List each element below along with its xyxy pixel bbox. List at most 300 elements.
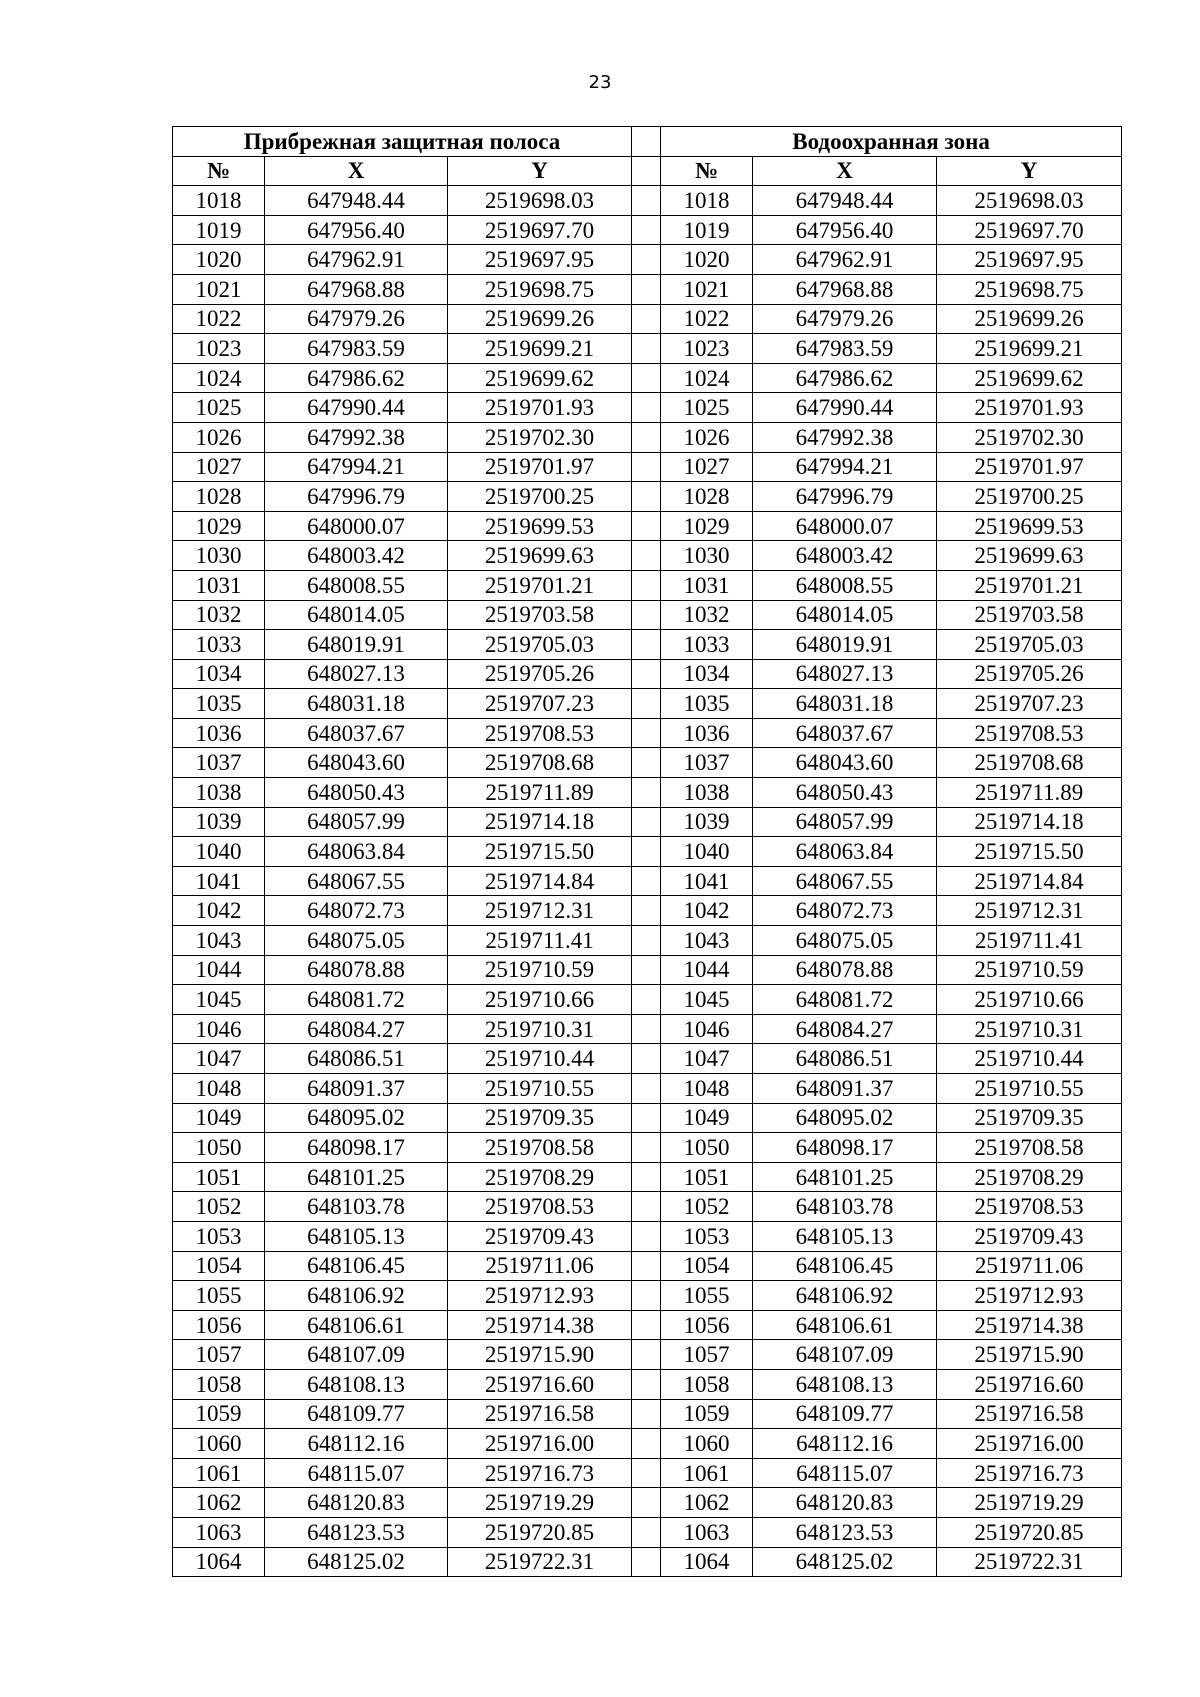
table-gap [632,334,661,364]
right-cell-x: 648107.09 [753,1340,937,1370]
table-gap [632,630,661,660]
right-cell-x: 648067.55 [753,866,937,896]
left-cell-y: 2519716.60 [448,1369,632,1399]
right-cell-x: 648106.45 [753,1251,937,1281]
left-cell-x: 648027.13 [265,659,448,689]
table-row [173,1458,1122,1488]
right-cell-y: 2519710.55 [937,1074,1122,1104]
right-cell-number: 1042 [661,896,753,926]
table-gap [632,1369,661,1399]
right-cell-x: 647962.91 [753,245,937,275]
left-cell-y: 2519722.31 [448,1547,632,1577]
right-cell-y: 2519707.23 [937,689,1122,719]
left-cell-number: 1039 [173,807,265,837]
right-cell-number: 1038 [661,778,753,808]
table-row [173,600,1122,630]
right-cell-y: 2519710.44 [937,1044,1122,1074]
right-cell-x: 648075.05 [753,926,937,956]
right-cell-number: 1031 [661,570,753,600]
table-row [173,245,1122,275]
left-cell-y: 2519697.95 [448,245,632,275]
left-cell-x: 648103.78 [265,1192,448,1222]
right-cell-y: 2519708.53 [937,1192,1122,1222]
right-cell-x: 648078.88 [753,955,937,985]
right-cell-y: 2519711.41 [937,926,1122,956]
left-cell-number: 1061 [173,1458,265,1488]
right-cell-y: 2519715.50 [937,837,1122,867]
left-cell-y: 2519711.41 [448,926,632,956]
right-cell-number: 1037 [661,748,753,778]
right-table-title: Водоохранная зона [661,127,1122,157]
right-cell-number: 1056 [661,1310,753,1340]
left-cell-number: 1021 [173,274,265,304]
table-row [173,1399,1122,1429]
right-cell-x: 648000.07 [753,511,937,541]
right-cell-number: 1048 [661,1074,753,1104]
right-cell-x: 648081.72 [753,985,937,1015]
table-gap [632,1192,661,1222]
left-cell-y: 2519701.97 [448,452,632,482]
right-cell-y: 2519716.60 [937,1369,1122,1399]
table-gap [632,570,661,600]
table-row [173,1162,1122,1192]
right-cell-x: 647996.79 [753,482,937,512]
table-gap [632,689,661,719]
right-cell-number: 1045 [661,985,753,1015]
left-cell-number: 1062 [173,1488,265,1518]
left-cell-x: 648091.37 [265,1074,448,1104]
left-cell-y: 2519699.63 [448,541,632,571]
left-cell-x: 647956.40 [265,215,448,245]
table-row [173,363,1122,393]
table-row [173,511,1122,541]
left-cell-number: 1034 [173,659,265,689]
right-cell-number: 1062 [661,1488,753,1518]
left-cell-y: 2519698.75 [448,274,632,304]
left-cell-number: 1024 [173,363,265,393]
right-cell-x: 648027.13 [753,659,937,689]
table-gap [632,896,661,926]
right-cell-y: 2519705.03 [937,630,1122,660]
left-cell-number: 1064 [173,1547,265,1577]
right-cell-number: 1029 [661,511,753,541]
left-cell-y: 2519708.68 [448,748,632,778]
left-cell-number: 1036 [173,718,265,748]
table-row [173,186,1122,216]
right-cell-y: 2519722.31 [937,1547,1122,1577]
right-cell-number: 1020 [661,245,753,275]
left-cell-number: 1052 [173,1192,265,1222]
right-cell-x: 648031.18 [753,689,937,719]
left-cell-number: 1055 [173,1281,265,1311]
coordinates-table [172,126,1122,1577]
right-cell-x: 648106.92 [753,1281,937,1311]
left-table-title: Прибрежная защитная полоса [173,127,632,157]
right-cell-x: 647956.40 [753,215,937,245]
right-cell-x: 648063.84 [753,837,937,867]
left-cell-x: 647979.26 [265,304,448,334]
left-cell-y: 2519709.35 [448,1103,632,1133]
right-cell-x: 648084.27 [753,1014,937,1044]
left-cell-x: 647994.21 [265,452,448,482]
left-cell-y: 2519699.21 [448,334,632,364]
table-row [173,630,1122,660]
left-cell-x: 648067.55 [265,866,448,896]
left-cell-y: 2519708.53 [448,1192,632,1222]
table-gap [632,511,661,541]
right-col-y-header: Y [937,156,1122,186]
left-cell-x: 648106.92 [265,1281,448,1311]
left-cell-y: 2519705.26 [448,659,632,689]
left-cell-number: 1041 [173,866,265,896]
right-cell-y: 2519716.00 [937,1429,1122,1459]
header-row [173,156,1122,186]
left-cell-number: 1037 [173,748,265,778]
right-cell-number: 1027 [661,452,753,482]
left-col-number-header: № [173,156,265,186]
right-cell-y: 2519698.75 [937,274,1122,304]
right-cell-number: 1034 [661,659,753,689]
table-row [173,1074,1122,1104]
left-cell-y: 2519712.93 [448,1281,632,1311]
left-cell-number: 1053 [173,1221,265,1251]
table-row [173,1014,1122,1044]
right-cell-number: 1022 [661,304,753,334]
left-cell-number: 1033 [173,630,265,660]
left-cell-number: 1049 [173,1103,265,1133]
right-cell-x: 647968.88 [753,274,937,304]
left-cell-y: 2519697.70 [448,215,632,245]
left-col-x-header: X [265,156,448,186]
left-cell-x: 647948.44 [265,186,448,216]
table-row [173,215,1122,245]
left-cell-x: 648086.51 [265,1044,448,1074]
table-gap [632,304,661,334]
left-cell-x: 647990.44 [265,393,448,423]
left-cell-y: 2519710.44 [448,1044,632,1074]
left-cell-x: 647986.62 [265,363,448,393]
table-gap [632,748,661,778]
right-cell-number: 1026 [661,422,753,452]
left-cell-number: 1030 [173,541,265,571]
table-gap [632,1488,661,1518]
right-cell-y: 2519699.53 [937,511,1122,541]
right-cell-y: 2519697.70 [937,215,1122,245]
table-gap [632,1074,661,1104]
table-gap [632,1399,661,1429]
left-cell-x: 648000.07 [265,511,448,541]
right-cell-number: 1058 [661,1369,753,1399]
right-cell-number: 1021 [661,274,753,304]
page-number: 23 [588,72,612,93]
right-cell-y: 2519705.26 [937,659,1122,689]
table-gap [632,659,661,689]
table-row [173,452,1122,482]
left-cell-x: 648075.05 [265,926,448,956]
right-cell-number: 1036 [661,718,753,748]
left-cell-number: 1045 [173,985,265,1015]
left-cell-y: 2519714.84 [448,866,632,896]
left-cell-number: 1063 [173,1517,265,1547]
right-cell-x: 648043.60 [753,748,937,778]
table-row [173,1517,1122,1547]
table-row [173,1192,1122,1222]
table-gap [632,452,661,482]
title-row [173,127,1122,157]
left-cell-number: 1056 [173,1310,265,1340]
table-row [173,778,1122,808]
table-row [173,422,1122,452]
left-cell-number: 1031 [173,570,265,600]
table-gap [632,541,661,571]
right-cell-y: 2519698.03 [937,186,1122,216]
right-cell-x: 648037.67 [753,718,937,748]
left-cell-y: 2519714.38 [448,1310,632,1340]
right-cell-number: 1044 [661,955,753,985]
right-cell-number: 1053 [661,1221,753,1251]
left-cell-number: 1022 [173,304,265,334]
right-cell-y: 2519710.59 [937,955,1122,985]
table-gap [632,985,661,1015]
table-row [173,304,1122,334]
left-cell-y: 2519701.93 [448,393,632,423]
left-cell-x: 648101.25 [265,1162,448,1192]
right-cell-number: 1041 [661,866,753,896]
right-cell-y: 2519708.29 [937,1162,1122,1192]
left-cell-y: 2519702.30 [448,422,632,452]
left-cell-x: 648037.67 [265,718,448,748]
left-cell-number: 1042 [173,896,265,926]
left-cell-y: 2519711.06 [448,1251,632,1281]
right-cell-y: 2519711.89 [937,778,1122,808]
left-cell-y: 2519710.66 [448,985,632,1015]
left-cell-x: 648123.53 [265,1517,448,1547]
right-cell-x: 647992.38 [753,422,937,452]
table-row [173,718,1122,748]
left-cell-number: 1019 [173,215,265,245]
left-cell-x: 648106.45 [265,1251,448,1281]
right-cell-x: 647979.26 [753,304,937,334]
right-cell-number: 1047 [661,1044,753,1074]
left-cell-number: 1028 [173,482,265,512]
table-row [173,837,1122,867]
left-cell-y: 2519710.31 [448,1014,632,1044]
right-cell-y: 2519714.38 [937,1310,1122,1340]
left-cell-number: 1051 [173,1162,265,1192]
right-cell-number: 1052 [661,1192,753,1222]
left-cell-y: 2519710.59 [448,955,632,985]
left-cell-x: 647996.79 [265,482,448,512]
left-cell-number: 1020 [173,245,265,275]
left-cell-number: 1027 [173,452,265,482]
table-row [173,807,1122,837]
left-cell-y: 2519700.25 [448,482,632,512]
right-cell-x: 648120.83 [753,1488,937,1518]
left-cell-number: 1048 [173,1074,265,1104]
right-cell-y: 2519699.63 [937,541,1122,571]
left-cell-x: 648095.02 [265,1103,448,1133]
left-cell-x: 648008.55 [265,570,448,600]
left-cell-y: 2519707.23 [448,689,632,719]
left-cell-y: 2519701.21 [448,570,632,600]
left-cell-y: 2519719.29 [448,1488,632,1518]
left-cell-y: 2519712.31 [448,896,632,926]
right-cell-y: 2519697.95 [937,245,1122,275]
left-cell-x: 648115.07 [265,1458,448,1488]
right-cell-x: 648003.42 [753,541,937,571]
left-cell-y: 2519715.90 [448,1340,632,1370]
right-cell-number: 1025 [661,393,753,423]
table-row [173,985,1122,1015]
left-cell-number: 1043 [173,926,265,956]
right-cell-number: 1050 [661,1133,753,1163]
right-cell-number: 1046 [661,1014,753,1044]
table-row [173,393,1122,423]
left-cell-number: 1023 [173,334,265,364]
table-row [173,1547,1122,1577]
left-cell-y: 2519714.18 [448,807,632,837]
right-cell-number: 1019 [661,215,753,245]
left-cell-x: 648057.99 [265,807,448,837]
left-cell-y: 2519699.53 [448,511,632,541]
left-cell-x: 648098.17 [265,1133,448,1163]
table-gap [632,778,661,808]
right-cell-y: 2519699.21 [937,334,1122,364]
table-gap [632,422,661,452]
left-cell-number: 1050 [173,1133,265,1163]
table-gap [632,600,661,630]
right-cell-x: 648019.91 [753,630,937,660]
left-cell-y: 2519715.50 [448,837,632,867]
right-cell-x: 648050.43 [753,778,937,808]
left-cell-x: 648078.88 [265,955,448,985]
table-row [173,482,1122,512]
right-cell-number: 1033 [661,630,753,660]
right-cell-x: 648112.16 [753,1429,937,1459]
table-row [173,1369,1122,1399]
left-cell-x: 647962.91 [265,245,448,275]
right-cell-number: 1055 [661,1281,753,1311]
left-cell-x: 648063.84 [265,837,448,867]
right-cell-number: 1064 [661,1547,753,1577]
left-cell-y: 2519716.00 [448,1429,632,1459]
left-cell-number: 1035 [173,689,265,719]
table-body [173,186,1122,1577]
table-row [173,1044,1122,1074]
right-cell-x: 648101.25 [753,1162,937,1192]
right-cell-y: 2519716.73 [937,1458,1122,1488]
table-row [173,1221,1122,1251]
right-cell-number: 1040 [661,837,753,867]
right-cell-y: 2519715.90 [937,1340,1122,1370]
left-col-y-header: Y [448,156,632,186]
left-cell-number: 1038 [173,778,265,808]
right-cell-number: 1018 [661,186,753,216]
left-cell-y: 2519703.58 [448,600,632,630]
right-cell-number: 1057 [661,1340,753,1370]
table-row [173,570,1122,600]
right-cell-y: 2519699.26 [937,304,1122,334]
left-cell-number: 1057 [173,1340,265,1370]
left-cell-y: 2519708.58 [448,1133,632,1163]
table-row [173,1310,1122,1340]
table-gap [632,718,661,748]
table-row [173,659,1122,689]
table-row [173,955,1122,985]
right-cell-number: 1060 [661,1429,753,1459]
table-row [173,689,1122,719]
table-row [173,866,1122,896]
right-cell-number: 1054 [661,1251,753,1281]
left-cell-x: 648109.77 [265,1399,448,1429]
right-cell-number: 1035 [661,689,753,719]
right-cell-x: 647983.59 [753,334,937,364]
right-cell-y: 2519712.31 [937,896,1122,926]
left-cell-number: 1044 [173,955,265,985]
left-cell-x: 648125.02 [265,1547,448,1577]
right-cell-y: 2519710.31 [937,1014,1122,1044]
left-cell-x: 648003.42 [265,541,448,571]
left-cell-number: 1058 [173,1369,265,1399]
table-row [173,1251,1122,1281]
right-cell-y: 2519700.25 [937,482,1122,512]
left-cell-x: 648081.72 [265,985,448,1015]
left-cell-x: 648043.60 [265,748,448,778]
right-col-number-header: № [661,156,753,186]
table-gap [632,1014,661,1044]
left-cell-number: 1047 [173,1044,265,1074]
right-cell-y: 2519712.93 [937,1281,1122,1311]
table-gap [632,274,661,304]
right-cell-x: 647986.62 [753,363,937,393]
left-cell-y: 2519709.43 [448,1221,632,1251]
table-gap [632,1133,661,1163]
left-cell-y: 2519708.53 [448,718,632,748]
right-cell-y: 2519701.97 [937,452,1122,482]
right-cell-number: 1051 [661,1162,753,1192]
left-cell-x: 648112.16 [265,1429,448,1459]
right-cell-y: 2519708.58 [937,1133,1122,1163]
table-gap [632,393,661,423]
left-cell-y: 2519720.85 [448,1517,632,1547]
left-cell-number: 1032 [173,600,265,630]
right-cell-x: 648103.78 [753,1192,937,1222]
right-cell-y: 2519708.68 [937,748,1122,778]
left-cell-number: 1040 [173,837,265,867]
table-gap [632,215,661,245]
table-gap [632,926,661,956]
table-gap [632,127,661,157]
right-cell-y: 2519719.29 [937,1488,1122,1518]
right-cell-number: 1043 [661,926,753,956]
right-cell-y: 2519714.18 [937,807,1122,837]
right-cell-y: 2519701.93 [937,393,1122,423]
table-row [173,334,1122,364]
left-cell-y: 2519716.73 [448,1458,632,1488]
left-cell-y: 2519705.03 [448,630,632,660]
right-cell-number: 1023 [661,334,753,364]
right-cell-y: 2519709.35 [937,1103,1122,1133]
right-cell-x: 648098.17 [753,1133,937,1163]
right-cell-x: 648123.53 [753,1517,937,1547]
left-cell-number: 1018 [173,186,265,216]
table-row [173,926,1122,956]
right-cell-x: 648105.13 [753,1221,937,1251]
left-cell-x: 648031.18 [265,689,448,719]
right-cell-number: 1063 [661,1517,753,1547]
table-row [173,1340,1122,1370]
table-gap [632,1103,661,1133]
